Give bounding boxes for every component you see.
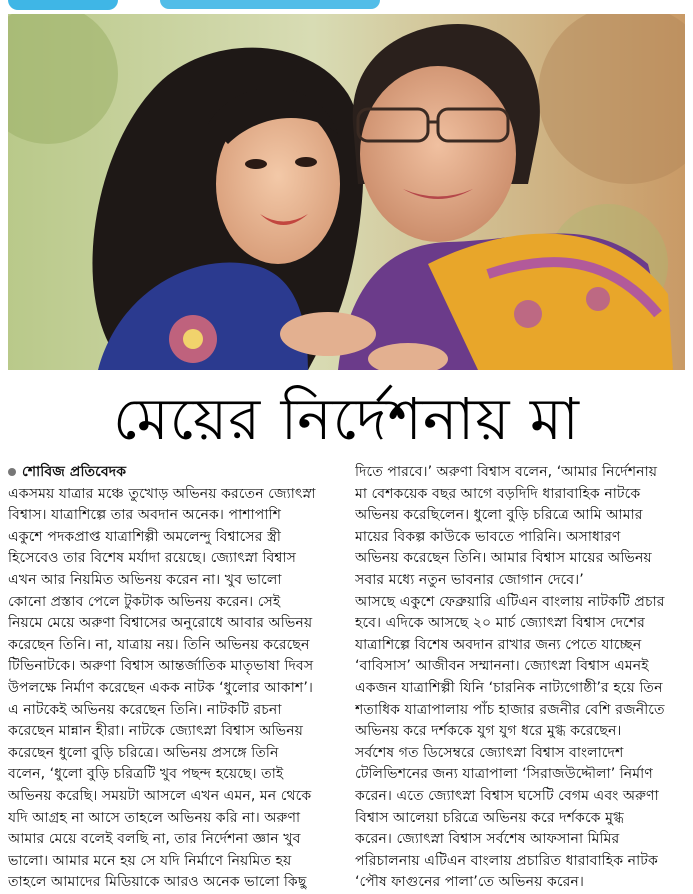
article-text-line: করেন। জ্যোৎস্না বিশ্বাস সর্বশেষ আফসানা মিমির [355, 831, 620, 848]
article-text-line: পরিচালনায় এটিএন বাংলায় প্রচারিত ধারাবাহিক নাটক [355, 852, 658, 869]
article-text-line: টেলিভিশনের জন্য যাত্রাপালা ‘সিরাজউদ্দৌলা’ নির্মাণ [355, 766, 653, 783]
article-text-line: উপলক্ষে নির্মাণ করেছেন একক নাটক ‘ধুলোর আকাশ’। [8, 679, 313, 696]
accent-shape [160, 0, 380, 9]
article-text-line: বলেন, ‘ধুলো বুড়ি চরিত্রটি খুব পছন্দ হয়েছে। তাই [8, 766, 284, 783]
article-text-line: টিভিনাটকে। অরুণা বিশ্বাস আন্তর্জাতিক মাতৃভাষা দিবস [8, 658, 314, 675]
article-text-line: অভিনয় করে দর্শককে যুগ যুগ ধরে মুগ্ধ করেছেন। [355, 723, 622, 740]
article-column-right [355, 462, 687, 894]
article-text-line: করেন। এতে জ্যোৎস্না বিশ্বাস ঘসেটি বেগম এবং অরুণা [355, 787, 659, 804]
article-text-line: বিশ্বাস আলেয়া চরিত্রে অভিনয় করে দর্শককে মুগ্ধ [355, 809, 624, 826]
article-text-line: হিসেবেও তার বিশেষ মর্যাদা রয়েছে। জ্যোৎস্না বিশ্বাস [8, 550, 296, 567]
right-text-lines [355, 462, 687, 894]
byline-text: শোবিজ প্রতিবেদক [22, 464, 127, 480]
article-text-line: ‘পৌষ ফাগুনের পালা’তে অভিনয় করেন। [355, 874, 584, 891]
article-text-line: দিতে পারবে।’ অরুণা বিশ্বাস বলেন, ‘আমার নির্দেশনায় [355, 464, 658, 480]
article-text-line: ভালো। আমার মনে হয় সে যদি নির্মাণে নিয়মিত হয় [8, 852, 292, 869]
article-text-line: অভিনয় করেছেন তিনি। আমার বিশ্বাস মায়ের অভিনয় [355, 550, 652, 567]
article-text-line: করেছেন তিনি। না, যাত্রায় নয়। তিনি অভিনয় করেছেন [8, 636, 310, 653]
article-text-line: মায়ের বিকল্প কাউকে ভাবতে পারিনি। অসাধারণ [355, 528, 621, 545]
accent-shape [8, 0, 118, 10]
article-text-line: নিয়মে মেয়ে অরুণা বিশ্বাসের অনুরোধে আবার অভিনয় [8, 615, 313, 632]
article-text-line: করেছেন ধুলো বুড়ি চরিত্রে। অভিনয় প্রসঙ্গে তিনি [8, 744, 279, 761]
article-text-line: আমার মেয়ে বলেই বলছি না, তার নির্দেশনা জ্ঞান খুব [8, 831, 301, 848]
article-text-line: একুশে পদকপ্রাপ্ত যাত্রাশিল্পী অমলেন্দু বিশ্বাসের স্ত্রী [8, 528, 281, 545]
top-decoration [0, 0, 693, 14]
article-text-line: সর্বশেষ গত ডিসেম্বরে জ্যোৎস্না বিশ্বাস বাংলাদেশ [355, 744, 624, 761]
article-text-line: মা বেশকয়েক বছর আগে বড়দিদি ধারাবাহিক নাটকে [355, 485, 641, 502]
article-text-line: আসছে একুশে ফেব্রুয়ারি এটিএন বাংলায় নাটকটি প্রচার [355, 593, 665, 610]
article-text-line: এখন আর নিয়মিত অভিনয় করেন না। খুব ভালো [8, 571, 282, 588]
bullet-icon [8, 468, 16, 476]
article-text-line: অভিনয় করেছিলেন। ধুলো বুড়ি চরিত্রে আমি আমার [355, 507, 643, 524]
article-text-line: বিশ্বাস। যাত্রাশিল্পে তার অবদান অনেক। পাশাপাশি [8, 507, 281, 524]
article-text-line: কোনো প্রস্তাব পেলে টুকটাক অভিনয় করেন। সেই [8, 593, 281, 610]
article-text-line: যদি আগ্রহ না আসে তাহলে অভিনয় করি না। অরুণা [8, 809, 301, 826]
article-text-line: একজন যাত্রাশিল্পী যিনি ‘চারনিক নাট্যগোষ্ঠী’র হয়ে তিন [355, 679, 663, 696]
article-text-line: অভিনয় করেছি। সময়টা আসলে এখন এমন, মন থেকে [8, 787, 312, 804]
article-text-line: তাহলে আমাদের মিডিয়াকে আরও অনেক ভালো কিছু [8, 874, 307, 891]
article-text-line: শতাধিক যাত্রাপালায় পাঁচ হাজার রজনীর বেশি রজনীতে [355, 701, 665, 718]
article-column-left [8, 462, 340, 894]
article-text-line: যাত্রাশিল্পে বিশেষ অবদান রাখার জন্য পেতে যাচ্ছেন [355, 636, 642, 653]
article-text-line: ‘বাবিসাস’ আজীবন সম্মাননা। জ্যোৎস্না বিশ্বাস এমনই [355, 658, 649, 675]
headline: মেয়ের নির্দেশনায় মা [113, 385, 580, 453]
article-text-line: হবে। এদিকে আসছে ২০ মার্চ জ্যোৎস্না বিশ্বাস দেশের [355, 615, 645, 632]
article-text-line: এ নাটকেই অভিনয় করেছেন তিনি। নাটকটি রচনা [8, 701, 282, 718]
article-text-line: সবার মধ্যে নতুন ভাবনার জোগান দেবে।’ [355, 571, 584, 588]
article-text-line: করেছেন মান্নান হীরা। নাটকে জ্যোৎস্না বিশ্বাস অভিনয় [8, 723, 304, 740]
left-text-lines [8, 484, 340, 894]
byline [8, 462, 340, 484]
article-text-line: একসময় যাত্রার মঞ্চে তুখোড় অভিনয় করতেন জ্যোৎস্না [8, 485, 316, 502]
article-photo [8, 14, 685, 370]
